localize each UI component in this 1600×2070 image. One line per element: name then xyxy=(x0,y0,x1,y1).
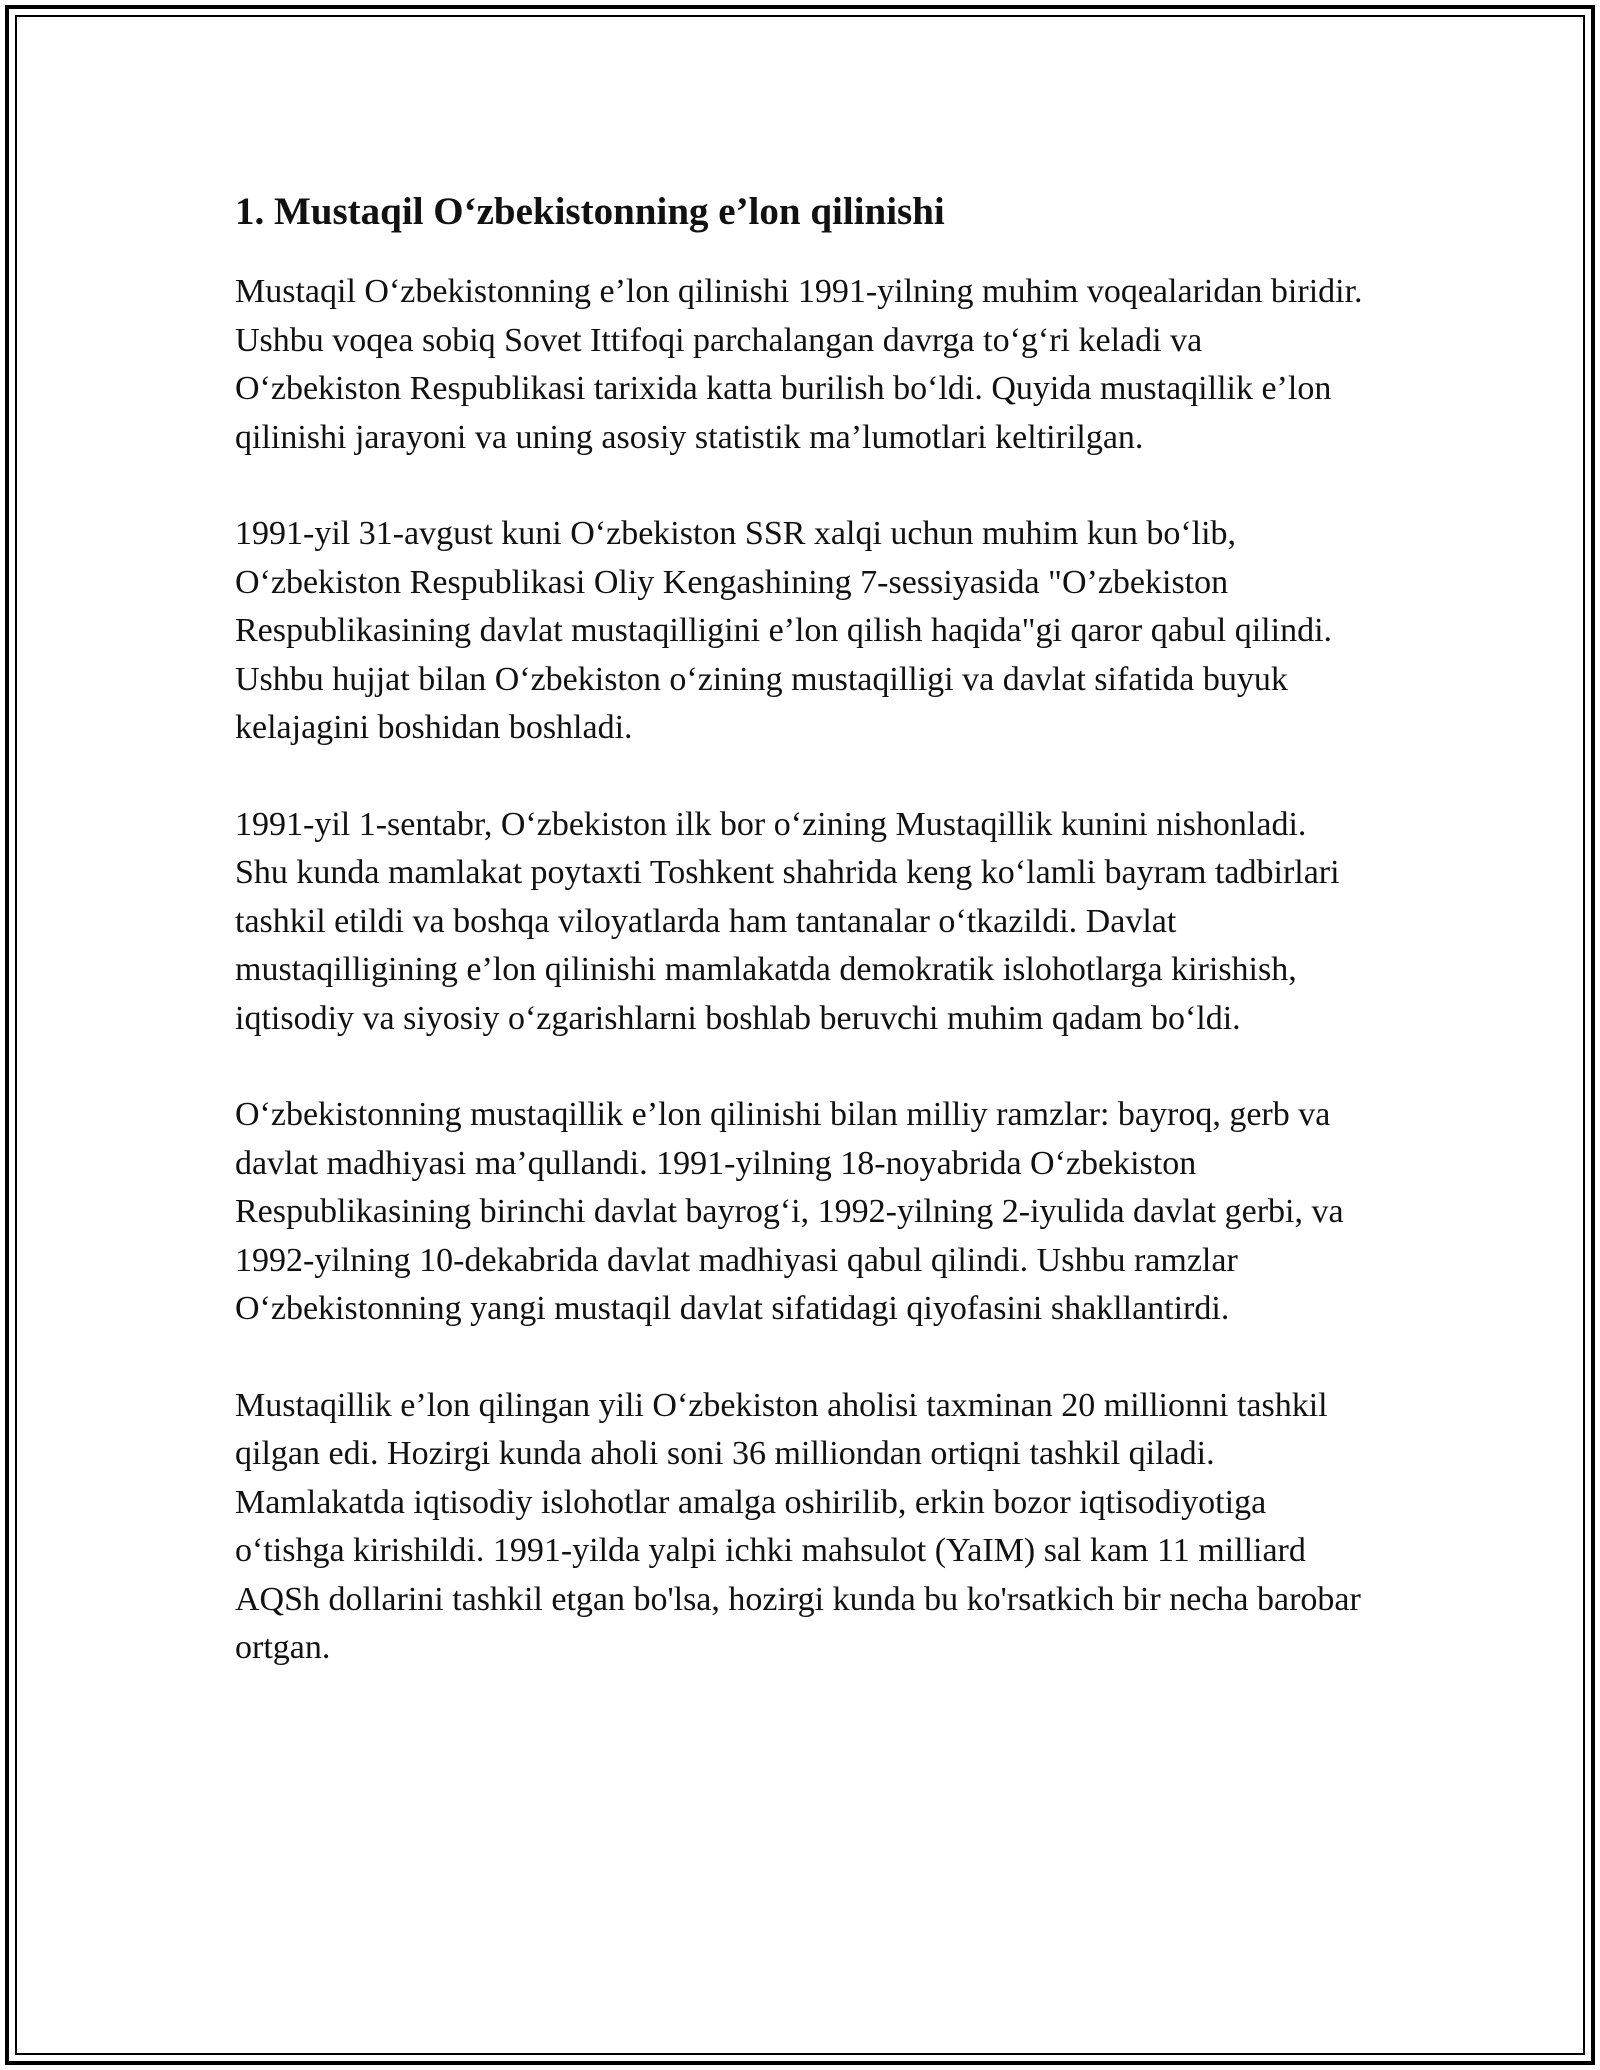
paragraph-independence-day: 1991-yil 1-sentabr, O‘zbekiston ilk bor o‘zining Mustaqillik kunini nishonladi. Shu kunda mamlakat poytaxti Toshkent shahrida keng ko‘lamli bayram tadbirlari tashkil etildi va boshqa viloyatlarda ham tantanalar o‘tkazildi. Davlat mustaqilligining e’lon qilinishi mamlakatda demokratik islohotlarga kirishish, iqtisodiy va siyosiy o‘zgarishlarni boshlab beruvchi muhim qadam bo‘ldi. xyxy=(235,805,1340,1037)
paragraph-population-economy: Mustaqillik e’lon qilingan yili O‘zbekiston aholisi taxminan 20 millionni tashkil qilgan edi. Hozirgi kunda aholi soni 36 milliondan ortiqni tashkil qiladi. Mamlakatda iqtisodiy islohotlar amalga oshirilib, erkin bozor iqtisodiyotiga o‘tishga kirishildi. 1991-yilda yalpi ichki mahsulot (YaIM) sal kam 11 milliard AQSh dollarini tashkil etgan bo'lsa, hozirgi kunda bu ko'rsatkich bir necha barobar ortgan. xyxy=(235,1386,1361,1666)
paragraph-declaration: 1991-yil 31-avgust kuni O‘zbekiston SSR xalqi uchun muhim kun bo‘lib, O‘zbekiston Respublikasi Oliy Kengashining 7-sessiyasida "O’zbekiston Respublikasining davlat mustaqilligini e’lon qilish haqida"gi qaror qabul qilindi. Ushbu hujjat bilan O‘zbekiston o‘zining mustaqilligi va davlat sifatida buyuk kelajagini boshidan boshladi. xyxy=(235,515,1333,746)
paragraph-intro: Mustaqil O‘zbekistonning e’lon qilinishi 1991-yilning muhim voqealaridan biridir. Ushbu voqea sobiq Sovet Ittifoqi parchalangan davrga to‘g‘ri keladi va O‘zbekiston Respublikasi tarixida katta burilish bo‘ldi. Quyida mustaqillik e’lon qilinishi jarayoni va uning asosiy statistik ma’lumotlari keltirilgan. xyxy=(235,273,1363,456)
paragraph-national-symbols: O‘zbekistonning mustaqillik e’lon qilinishi bilan milliy ramzlar: bayroq, gerb va davlat madhiyasi ma’qullandi. 1991-yilning 18-noyabrida O‘zbekiston Respublikasining birinchi davlat bayrog‘i, 1992-yilning 2-iyulida davlat gerbi, va 1992-yilning 10-dekabrida davlat madhiyasi qabul qilindi. Ushbu ramzlar O‘zbekistonning yangi mustaqil davlat sifatidagi qiyofasini shakllantirdi. xyxy=(235,1096,1344,1327)
section-heading: 1. Mustaqil O‘zbekistonning e’lon qilinishi xyxy=(235,190,945,233)
document-body xyxy=(235,182,1365,1721)
